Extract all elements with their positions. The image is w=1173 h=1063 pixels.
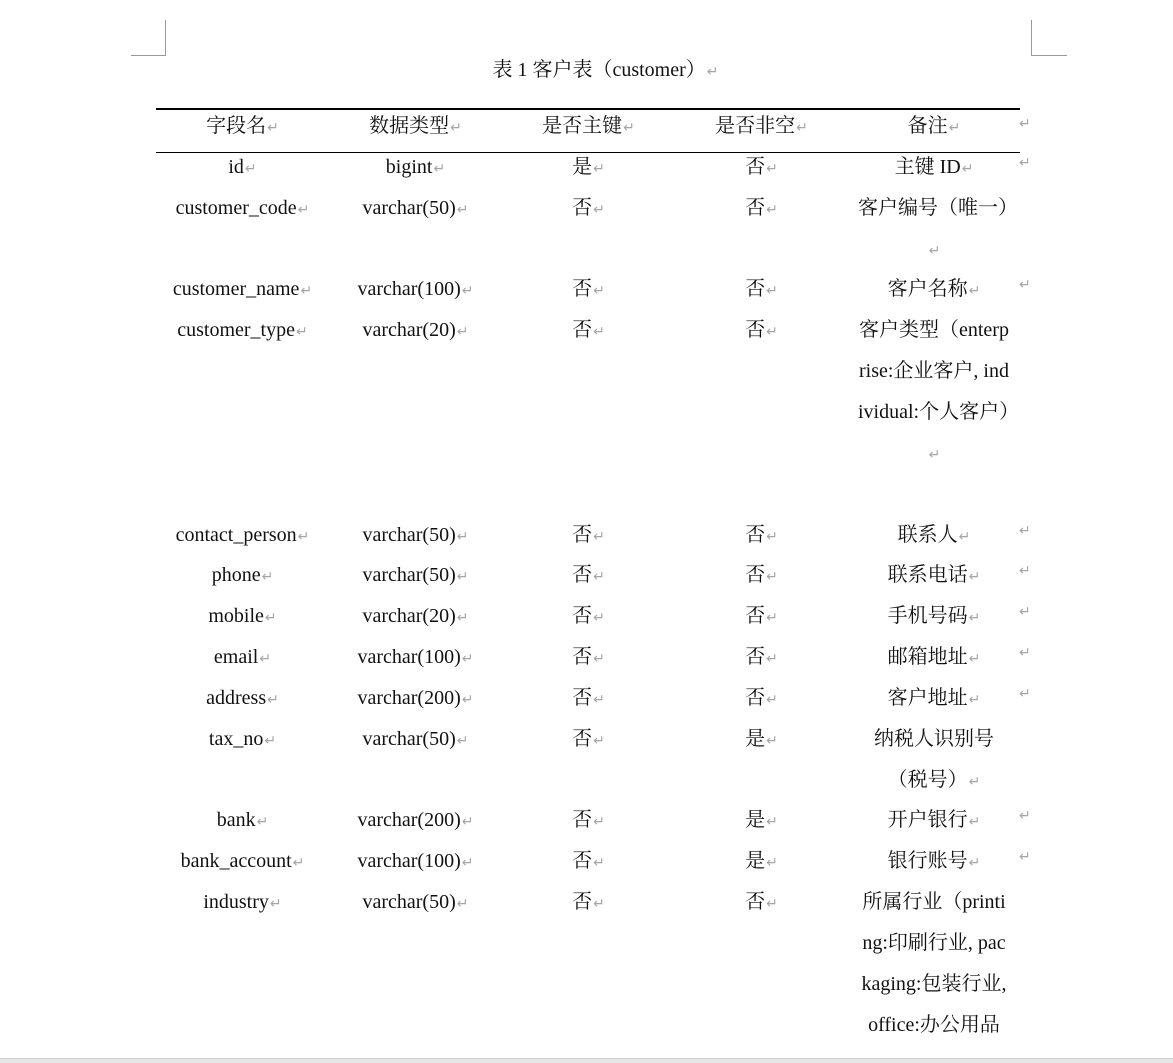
cell-note: 客户地址↵ [887, 687, 981, 709]
row-end-mark-icon: ↵ [1019, 645, 1031, 661]
cell-type: varchar(50)↵ [362, 564, 469, 586]
cell-type: varchar(50)↵ [362, 524, 469, 546]
cell-type: bigint↵ [385, 156, 446, 178]
paragraph-mark-icon: ↵ [968, 855, 981, 871]
cell-pk: 否↵ [572, 524, 605, 546]
cell-field: id↵ [228, 156, 257, 178]
paragraph-mark-icon: ↵ [961, 161, 974, 177]
paragraph-mark-icon: ↵ [593, 529, 605, 545]
paragraph-mark-icon: ↵ [968, 774, 981, 790]
paragraph-mark-icon: ↵ [766, 733, 778, 749]
cell-type: varchar(20)↵ [362, 605, 469, 627]
paragraph-mark-icon: ↵ [706, 64, 719, 80]
cell-field: mobile↵ [208, 605, 277, 627]
paragraph-mark-icon: ↵ [456, 202, 469, 218]
cell-note: 所属行业（printing:印刷行业, packaging:包装行业, office:办公用品 [861, 891, 1007, 1036]
paragraph-mark-icon: ↵ [456, 324, 469, 340]
paragraph-mark-icon: ↵ [267, 120, 279, 136]
paragraph-mark-icon: ↵ [456, 569, 469, 585]
cell-note: 客户类型（enterprise:企业客户, individual:个人客户）↵ [858, 319, 1020, 463]
table-caption [0, 57, 1173, 85]
paragraph-mark-icon: ↵ [766, 283, 778, 299]
table-caption-text: 表 1 客户表（customer） [492, 59, 706, 81]
paragraph-mark-icon: ↵ [461, 692, 474, 708]
cell-pk: 否↵ [572, 850, 605, 872]
cell-notnull: 是↵ [745, 850, 778, 872]
paragraph-mark-icon: ↵ [261, 569, 274, 585]
cell-pk: 否↵ [572, 278, 605, 300]
paragraph-mark-icon: ↵ [928, 243, 941, 259]
cell-field: customer_name↵ [172, 278, 313, 300]
paragraph-mark-icon: ↵ [292, 855, 305, 871]
row-end-mark-icon: ↵ [1019, 808, 1031, 824]
page-bottom-edge [0, 1058, 1173, 1063]
cell-note: 联系人↵ [897, 524, 971, 546]
cell-type: varchar(50)↵ [362, 728, 469, 750]
paragraph-mark-icon: ↵ [593, 324, 605, 340]
cell-pk: 否↵ [572, 646, 605, 668]
paragraph-mark-icon: ↵ [766, 651, 778, 667]
paragraph-mark-icon: ↵ [593, 733, 605, 749]
paragraph-mark-icon: ↵ [450, 120, 462, 136]
row-end-mark-icon: ↵ [1019, 116, 1031, 132]
paragraph-mark-icon: ↵ [461, 283, 474, 299]
paragraph-mark-icon: ↵ [456, 733, 469, 749]
cell-type: varchar(50)↵ [362, 891, 469, 913]
cell-notnull: 是↵ [745, 809, 778, 831]
paragraph-mark-icon: ↵ [968, 814, 981, 830]
cell-notnull: 是↵ [745, 728, 778, 750]
cell-note: 开户银行↵ [887, 809, 981, 831]
paragraph-mark-icon: ↵ [766, 610, 778, 626]
cell-note: 主键 ID↵ [894, 156, 974, 178]
cell-field: tax_no↵ [208, 728, 277, 750]
paragraph-mark-icon: ↵ [593, 569, 605, 585]
paragraph-mark-icon: ↵ [461, 651, 474, 667]
paragraph-mark-icon: ↵ [433, 161, 446, 177]
cell-field: customer_type↵ [177, 319, 308, 341]
paragraph-mark-icon: ↵ [968, 283, 981, 299]
cell-field: bank_account↵ [180, 850, 305, 872]
paragraph-mark-icon: ↵ [269, 896, 282, 912]
paragraph-mark-icon: ↵ [766, 855, 778, 871]
paragraph-mark-icon: ↵ [593, 283, 605, 299]
cell-type: varchar(200)↵ [357, 687, 474, 709]
cell-field: customer_code↵ [175, 197, 310, 219]
cell-notnull: 否↵ [745, 891, 778, 913]
cell-notnull: 否↵ [745, 646, 778, 668]
cell-type: varchar(100)↵ [357, 850, 474, 872]
paragraph-mark-icon: ↵ [766, 692, 778, 708]
cell-type: varchar(100)↵ [357, 646, 474, 668]
paragraph-mark-icon: ↵ [928, 447, 941, 463]
header-cell-notnull: 是否非空↵ [715, 115, 808, 137]
paragraph-mark-icon: ↵ [766, 896, 778, 912]
paragraph-mark-icon: ↵ [264, 610, 277, 626]
cell-field: address↵ [206, 687, 279, 709]
paragraph-mark-icon: ↵ [259, 651, 272, 667]
row-end-mark-icon: ↵ [1019, 563, 1031, 579]
paragraph-mark-icon: ↵ [456, 896, 469, 912]
cell-notnull: 否↵ [745, 605, 778, 627]
paragraph-mark-icon: ↵ [593, 814, 605, 830]
header-cell-note: 备注↵ [907, 115, 961, 137]
cell-pk: 否↵ [572, 319, 605, 341]
cell-note: 纳税人识别号（税号）↵ [874, 728, 994, 791]
paragraph-mark-icon: ↵ [593, 651, 605, 667]
cell-notnull: 否↵ [745, 197, 778, 219]
paragraph-mark-icon: ↵ [593, 610, 605, 626]
paragraph-mark-icon: ↵ [968, 651, 981, 667]
paragraph-mark-icon: ↵ [256, 814, 269, 830]
paragraph-mark-icon: ↵ [948, 120, 961, 136]
paragraph-mark-icon: ↵ [593, 855, 605, 871]
paragraph-mark-icon: ↵ [766, 161, 778, 177]
cell-note: 手机号码↵ [887, 605, 981, 627]
cell-field: bank↵ [216, 809, 269, 831]
paragraph-mark-icon: ↵ [456, 610, 469, 626]
cell-notnull: 否↵ [745, 524, 778, 546]
cell-field: contact_person↵ [175, 524, 310, 546]
cell-pk: 否↵ [572, 728, 605, 750]
cell-field: email↵ [213, 646, 272, 668]
crop-mark-top-right [1031, 55, 1067, 56]
row-end-mark-icon: ↵ [1019, 155, 1031, 171]
cell-note: 银行账号↵ [887, 850, 981, 872]
paragraph-mark-icon: ↵ [766, 324, 778, 340]
cell-pk: 否↵ [572, 564, 605, 586]
row-end-mark-icon: ↵ [1019, 604, 1031, 620]
row-end-mark-icon: ↵ [1019, 277, 1031, 293]
paragraph-mark-icon: ↵ [300, 283, 313, 299]
header-cell-type: 数据类型↵ [369, 115, 462, 137]
paragraph-mark-icon: ↵ [623, 120, 635, 136]
cell-pk: 否↵ [572, 687, 605, 709]
paragraph-mark-icon: ↵ [593, 161, 605, 177]
crop-mark-top-left [131, 55, 166, 56]
paragraph-mark-icon: ↵ [958, 529, 971, 545]
cell-pk: 否↵ [572, 605, 605, 627]
cell-notnull: 否↵ [745, 564, 778, 586]
cell-notnull: 否↵ [745, 319, 778, 341]
paragraph-mark-icon: ↵ [296, 324, 308, 340]
cell-field: industry↵ [203, 891, 282, 913]
paragraph-mark-icon: ↵ [593, 896, 605, 912]
cell-note: 客户编号（唯一）↵ [858, 197, 1018, 259]
paragraph-mark-icon: ↵ [766, 814, 778, 830]
paragraph-mark-icon: ↵ [968, 569, 981, 585]
paragraph-mark-icon: ↵ [593, 202, 605, 218]
cell-type: varchar(200)↵ [357, 809, 474, 831]
paragraph-mark-icon: ↵ [766, 529, 778, 545]
cell-type: varchar(50)↵ [362, 197, 469, 219]
paragraph-mark-icon: ↵ [297, 529, 310, 545]
cell-notnull: 否↵ [745, 156, 778, 178]
paragraph-mark-icon: ↵ [297, 202, 310, 218]
paragraph-mark-icon: ↵ [766, 569, 778, 585]
paragraph-mark-icon: ↵ [968, 692, 981, 708]
paragraph-mark-icon: ↵ [461, 855, 474, 871]
cell-pk: 是↵ [572, 156, 605, 178]
cell-note: 邮箱地址↵ [887, 646, 981, 668]
cell-pk: 否↵ [572, 197, 605, 219]
paragraph-mark-icon: ↵ [267, 692, 279, 708]
row-end-mark-icon: ↵ [1019, 523, 1031, 539]
cell-type: varchar(100)↵ [357, 278, 474, 300]
paragraph-mark-icon: ↵ [968, 610, 981, 626]
row-end-mark-icon: ↵ [1019, 686, 1031, 702]
paragraph-mark-icon: ↵ [766, 202, 778, 218]
cell-notnull: 否↵ [745, 278, 778, 300]
crop-mark-top-right [1031, 20, 1032, 55]
paragraph-mark-icon: ↵ [461, 814, 474, 830]
paragraph-mark-icon: ↵ [593, 692, 605, 708]
paragraph-mark-icon: ↵ [244, 161, 257, 177]
cell-notnull: 否↵ [745, 687, 778, 709]
cell-pk: 否↵ [572, 891, 605, 913]
paragraph-mark-icon: ↵ [264, 733, 277, 749]
cell-pk: 否↵ [572, 809, 605, 831]
cell-type: varchar(20)↵ [362, 319, 469, 341]
cell-field: phone↵ [211, 564, 274, 586]
crop-mark-top-left [165, 20, 166, 55]
row-end-mark-icon: ↵ [1019, 849, 1031, 865]
cell-note: 联系电话↵ [887, 564, 981, 586]
header-cell-field: 字段名↵ [206, 115, 279, 137]
header-cell-pk: 是否主键↵ [542, 115, 635, 137]
paragraph-mark-icon: ↵ [796, 120, 808, 136]
cell-note: 客户名称↵ [887, 278, 981, 300]
table-header-row [156, 110, 1020, 152]
paragraph-mark-icon: ↵ [456, 529, 469, 545]
